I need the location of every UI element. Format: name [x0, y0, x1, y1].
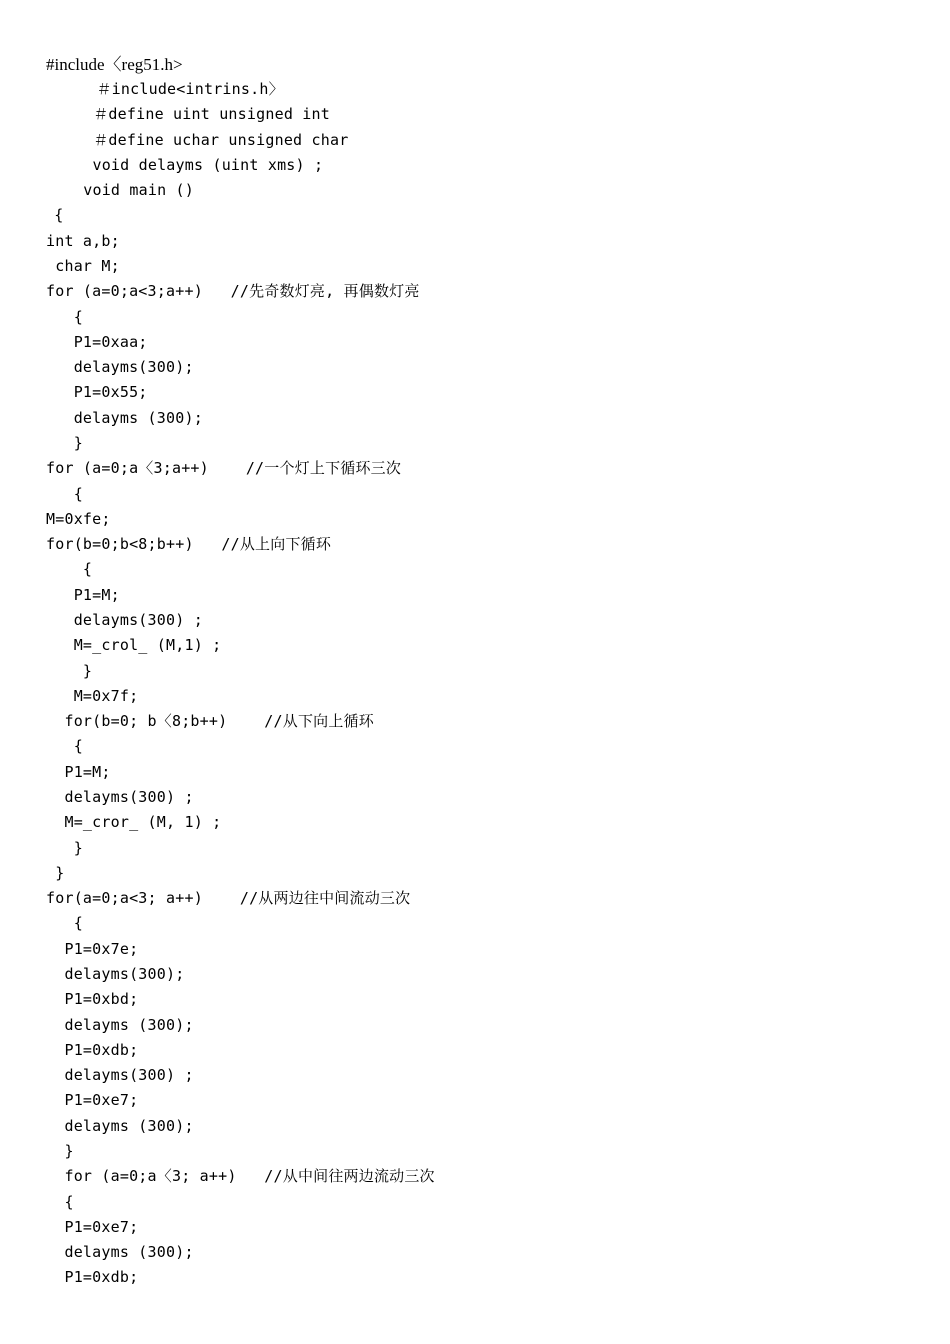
code-line: void main ()	[74, 181, 194, 199]
code-line: delayms (300);	[46, 1016, 194, 1034]
code-line: P1=0x55;	[46, 383, 148, 401]
code-line: }	[46, 1142, 74, 1160]
code-line: P1=0xe7;	[46, 1218, 139, 1236]
code-line: ＃define uchar unsigned char	[84, 131, 349, 149]
code-line: for (a=0;a〈3; a++) //从中间往两边流动三次	[46, 1167, 435, 1185]
code-line: {	[46, 308, 83, 326]
code-line: {	[46, 1193, 74, 1211]
code-line: {	[46, 737, 83, 755]
code-line: P1=M;	[46, 763, 111, 781]
code-line: for(b=0; b〈8;b++) //从下向上循环	[46, 712, 374, 730]
code-line: {	[46, 914, 83, 932]
code-line: delayms(300) ;	[46, 611, 203, 629]
code-line: #include〈reg51.h>	[46, 55, 183, 74]
code-line: delayms(300) ;	[46, 1066, 194, 1084]
code-line: for(b=0;b<8;b++) //从上向下循环	[46, 535, 332, 553]
code-line: for(a=0;a<3; a++) //从两边往中间流动三次	[46, 889, 411, 907]
code-line: void delayms (uint xms) ;	[74, 156, 324, 174]
code-line: delayms(300) ;	[46, 788, 194, 806]
code-line: {	[45, 206, 64, 224]
code-line: delayms(300);	[46, 965, 185, 983]
code-line: ＃define uint unsigned int	[84, 105, 330, 123]
code-line: {	[46, 560, 93, 578]
code-line: }	[46, 864, 65, 882]
code-line: }	[46, 839, 83, 857]
code-line: ＃include<intrins.h〉	[78, 80, 284, 98]
code-line: {	[46, 485, 83, 503]
code-line: M=_crol_ (M,1) ;	[46, 636, 222, 654]
code-line: M=_cror_ (M, 1) ;	[46, 813, 222, 831]
code-line: int a,b;	[46, 232, 120, 250]
code-line: P1=0xbd;	[46, 990, 139, 1008]
code-line: char M;	[46, 257, 120, 275]
code-line: P1=0x7e;	[46, 940, 139, 958]
code-line: delayms (300);	[46, 1117, 194, 1135]
code-line: delayms(300);	[46, 358, 194, 376]
code-line: P1=M;	[46, 586, 120, 604]
code-line: M=0xfe;	[46, 510, 111, 528]
code-line: P1=0xdb;	[46, 1041, 139, 1059]
code-line: P1=0xdb;	[46, 1268, 139, 1286]
code-line: delayms (300);	[46, 1243, 194, 1261]
code-line: M=0x7f;	[46, 687, 139, 705]
code-line: }	[46, 434, 83, 452]
code-line: P1=0xaa;	[46, 333, 148, 351]
code-line: }	[46, 662, 93, 680]
code-line: for (a=0;a<3;a++) //先奇数灯亮, 再偶数灯亮	[46, 282, 420, 300]
code-line: delayms (300);	[46, 409, 203, 427]
code-line: P1=0xe7;	[46, 1091, 139, 1109]
code-line: for (a=0;a〈3;a++) //一个灯上下循环三次	[46, 459, 402, 477]
